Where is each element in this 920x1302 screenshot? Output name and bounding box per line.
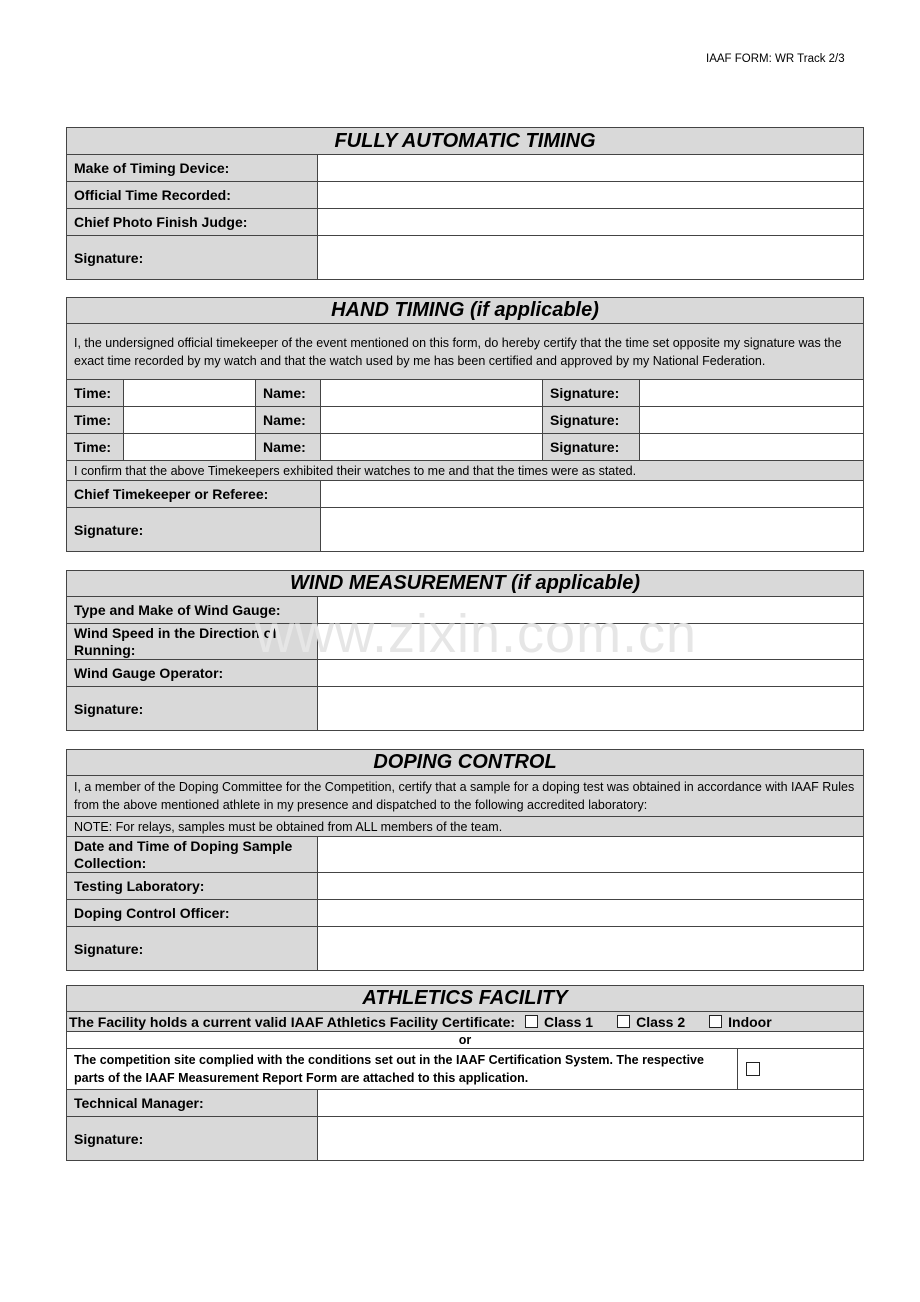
wind-speed-label: Wind Speed in the Direction of Running:: [67, 624, 318, 660]
doping-signature-field[interactable]: [318, 927, 864, 971]
watermark: www.zixin.com.cn: [255, 604, 698, 664]
hand-signature-field[interactable]: [321, 508, 864, 552]
hand-signature-label: Signature:: [67, 508, 321, 552]
doping-officer-label: Doping Control Officer:: [67, 900, 318, 927]
fat-signature-label: Signature:: [67, 236, 318, 280]
official-time-field[interactable]: [318, 182, 864, 209]
official-time-label: Official Time Recorded:: [67, 182, 318, 209]
indoor-label: Indoor: [728, 1013, 772, 1030]
wind-measurement-section: [66, 570, 864, 731]
fully-automatic-timing-section: [66, 127, 864, 280]
doping-officer-field[interactable]: [318, 900, 864, 927]
testing-lab-label: Testing Laboratory:: [67, 873, 318, 900]
sample-collection-label: Date and Time of Doping Sample Collection:: [67, 837, 318, 873]
class-1-option[interactable]: [525, 1014, 593, 1030]
wind-signature-field[interactable]: [318, 687, 864, 731]
signature-label: Signature:: [543, 380, 640, 407]
name-label: Name:: [256, 380, 321, 407]
technical-manager-field[interactable]: [318, 1090, 864, 1117]
athletics-facility-section: [66, 985, 864, 1161]
facility-signature-label: Signature:: [67, 1117, 318, 1161]
section-title: DOPING CONTROL: [67, 750, 864, 776]
class-2-label: Class 2: [636, 1013, 686, 1030]
section-title: FULLY AUTOMATIC TIMING: [67, 128, 864, 155]
section-title: HAND TIMING (if applicable): [67, 298, 864, 324]
doping-control-section: [66, 749, 864, 971]
doping-note: NOTE: For relays, samples must be obtained from ALL members of the team.: [67, 817, 864, 837]
timing-device-field[interactable]: [318, 155, 864, 182]
doping-intro: I, a member of the Doping Committee for the Competition, certify that a sample for a doping test was obtained in accordance with IAAF Rules from the above mentioned athlete in my presence and dispatched to the following accredited laboratory:: [67, 776, 864, 817]
hand-timing-intro: I, the undersigned official timekeeper of the event mentioned on this form, do hereby certify that the time set opposite my signature was the exact time recorded by my watch and that the watch used by me has been certified and approved by my National Federation.: [67, 324, 864, 380]
timekeeper-confirmation: I confirm that the above Timekeepers exhibited their watches to me and that the times were as stated.: [67, 461, 864, 481]
name-label: Name:: [256, 407, 321, 434]
wind-speed-field[interactable]: [318, 624, 864, 660]
facility-certificate-text: The Facility holds a current valid IAAF Athletics Facility Certificate:: [69, 1013, 516, 1030]
time-label: Time:: [67, 407, 124, 434]
checkbox-icon[interactable]: [709, 1015, 722, 1028]
signature-field[interactable]: [640, 380, 864, 407]
checkbox-icon[interactable]: [525, 1015, 538, 1028]
class-2-option[interactable]: [617, 1014, 685, 1030]
testing-lab-field[interactable]: [318, 873, 864, 900]
timing-device-label: Make of Timing Device:: [67, 155, 318, 182]
checkbox-icon[interactable]: [746, 1062, 760, 1076]
wind-operator-field[interactable]: [318, 660, 864, 687]
form-code: IAAF FORM: WR Track 2/3: [706, 53, 845, 65]
hand-timing-section: [66, 297, 864, 552]
chief-timekeeper-field[interactable]: [321, 481, 864, 508]
site-compliance-text: The competition site complied with the conditions set out in the IAAF Certification System. The respective parts of the IAAF Measurement Report Form are attached to this application.: [67, 1049, 738, 1090]
time-label: Time:: [67, 434, 124, 461]
signature-label: Signature:: [543, 434, 640, 461]
facility-certificate-row: [67, 1012, 864, 1032]
signature-label: Signature:: [543, 407, 640, 434]
fat-signature-field[interactable]: [318, 236, 864, 280]
wind-gauge-label: Type and Make of Wind Gauge:: [67, 597, 318, 624]
facility-signature-field[interactable]: [318, 1117, 864, 1161]
time-field[interactable]: [124, 407, 256, 434]
photo-finish-judge-label: Chief Photo Finish Judge:: [67, 209, 318, 236]
technical-manager-label: Technical Manager:: [67, 1090, 318, 1117]
checkbox-icon[interactable]: [617, 1015, 630, 1028]
name-label: Name:: [256, 434, 321, 461]
signature-field[interactable]: [640, 434, 864, 461]
section-title: WIND MEASUREMENT (if applicable): [67, 571, 864, 597]
name-field[interactable]: [321, 407, 543, 434]
class-1-label: Class 1: [544, 1013, 594, 1030]
name-field[interactable]: [321, 434, 543, 461]
site-compliance-cell: [738, 1049, 864, 1090]
signature-field[interactable]: [640, 407, 864, 434]
photo-finish-judge-field[interactable]: [318, 209, 864, 236]
or-separator: or: [67, 1032, 864, 1049]
time-label: Time:: [67, 380, 124, 407]
time-field[interactable]: [124, 434, 256, 461]
wind-gauge-field[interactable]: [318, 597, 864, 624]
wind-signature-label: Signature:: [67, 687, 318, 731]
section-title: ATHLETICS FACILITY: [67, 986, 864, 1012]
sample-collection-field[interactable]: [318, 837, 864, 873]
wind-operator-label: Wind Gauge Operator:: [67, 660, 318, 687]
chief-timekeeper-label: Chief Timekeeper or Referee:: [67, 481, 321, 508]
doping-signature-label: Signature:: [67, 927, 318, 971]
time-field[interactable]: [124, 380, 256, 407]
name-field[interactable]: [321, 380, 543, 407]
indoor-option[interactable]: [709, 1014, 772, 1030]
